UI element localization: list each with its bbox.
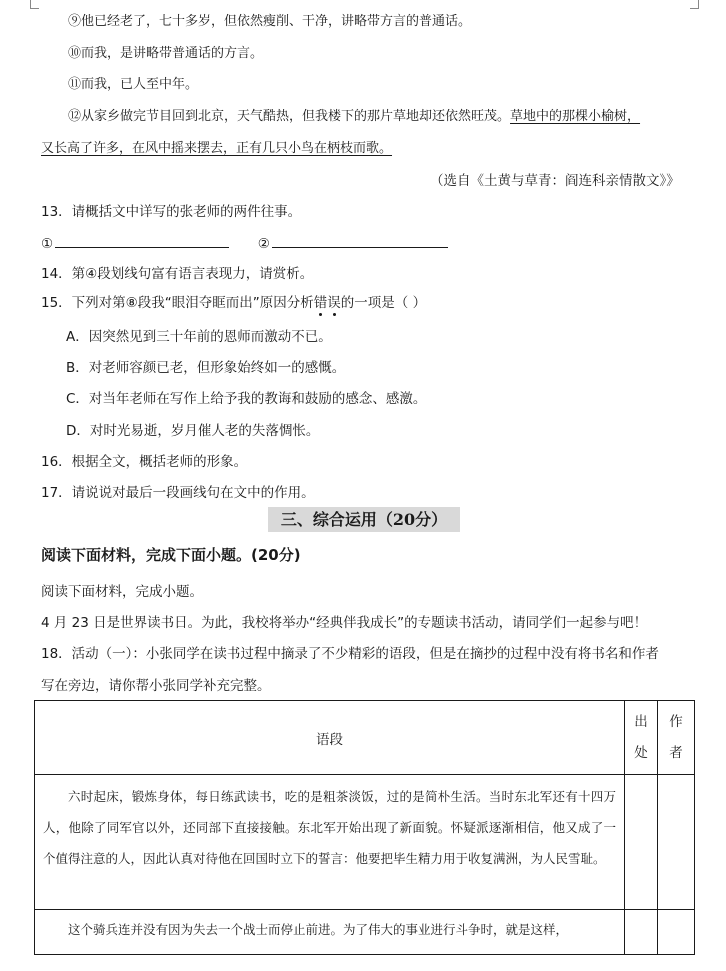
option-c: C．对当年老师在写作上给予我的教诲和鼓励的感念、感激。: [66, 391, 427, 407]
answer-blank-1[interactable]: [55, 233, 229, 248]
quote-table: [34, 700, 695, 955]
question-18-line-2: 写在旁边，请你帮小张同学补充完整。: [41, 678, 271, 694]
emphasis-dot-char: 错: [313, 295, 328, 311]
option-a: A．因突然见到三十年前的恩师而激动不已。: [66, 329, 332, 345]
author-input-1[interactable]: [658, 775, 695, 910]
passage-cell-2: 这个骑兵连并没有因为失去一个战士而停止前进。为了伟大的事业进行斗争时，就是这样，: [35, 910, 625, 955]
paragraph-9: ⑨他已经老了，七十多岁，但依然瘦削、干净，讲略带方言的普通话。: [68, 14, 472, 29]
paragraph-12-line-2: [41, 139, 392, 159]
option-d: D．对时光易逝，岁月催人老的失落惆怅。: [66, 423, 320, 439]
question-13: 13．请概括文中详写的张老师的两件往事。: [41, 204, 302, 220]
section-heading: 阅读下面材料，完成下面小题。(20分): [41, 546, 301, 564]
option-b: B．对老师容颜已老，但形象始终如一的感慨。: [66, 360, 346, 376]
paragraph-10: ⑩而我，是讲略带普通话的方言。: [68, 46, 264, 61]
header-source: 出 处: [625, 701, 658, 775]
page-corner-mark-left: [30, 0, 39, 9]
paragraph-12-underlined-b: 又长高了许多，在风中摇来摆去，正有几只小鸟在柄枝而歌。: [41, 141, 393, 156]
table-row: [35, 775, 695, 910]
question-14: 14．第④段划线句富有语言表现力，请赏析。: [41, 266, 314, 282]
question-16: 16．根据全文，概括老师的形象。: [41, 454, 248, 470]
passage-cell-1: 六时起床，锻炼身体，每日练武读书，吃的是粗茶淡饭，过的是简朴生活。当时东北军还有十四万人，他除了同军官以外，还同部下直接接触。东北军开始出现了新面貌。怀疑派逐渐相信，他又成了一个值得注意的人，因此认真对待他在回国时立下的誓言：他要把毕生精力用于收复满洲，为人民雪耻。: [35, 775, 625, 910]
paragraph-11: ⑪而我，已人至中年。: [68, 77, 199, 92]
question-18-line-1: 18．活动（一）：小张同学在读书过程中摘录了不少精彩的语段，但是在摘抄的过程中没有将书名和作者: [41, 646, 659, 662]
paragraph-12-underlined-a: 草地中的那棵小榆树，: [510, 109, 641, 124]
table-row: [35, 910, 695, 955]
header-author: 作 者: [658, 701, 695, 775]
table-header-row: [35, 701, 695, 775]
section-intro: 阅读下面材料，完成小题。: [41, 584, 203, 600]
question-13-answers: [41, 233, 448, 254]
question-17: 17．请说说对最后一段画线句在文中的作用。: [41, 485, 315, 501]
passage-source: （选自《土黄与草青：阎连科亲情散文》》: [430, 173, 680, 189]
answer-label-2: ②: [257, 236, 270, 252]
header-passage: 语段: [35, 701, 625, 775]
event-description: 4 月 23 日是世界读书日。为此，我校将举办“经典伴我成长”的专题读书活动，请同学们一起参与吧！: [41, 615, 648, 631]
source-input-2[interactable]: [625, 910, 658, 955]
author-input-2[interactable]: [658, 910, 695, 955]
answer-blank-2[interactable]: [272, 233, 448, 248]
paragraph-12-line-1: [68, 107, 640, 127]
answer-label-1: ①: [41, 236, 54, 252]
source-input-1[interactable]: [625, 775, 658, 910]
page-corner-mark-right: [690, 0, 699, 9]
emphasis-dot-char: 误: [327, 295, 341, 311]
question-15: 15．下列对第⑧段我“眼泪夺眶而出”原因分析错误的一项是（ ）: [41, 295, 427, 311]
paragraph-12-text: ⑫从家乡做完节目回到北京，天气酷热，但我楼下的那片草地却还依然旺茂。: [68, 109, 511, 124]
section-title: 三、综合运用（20分）: [268, 507, 460, 532]
